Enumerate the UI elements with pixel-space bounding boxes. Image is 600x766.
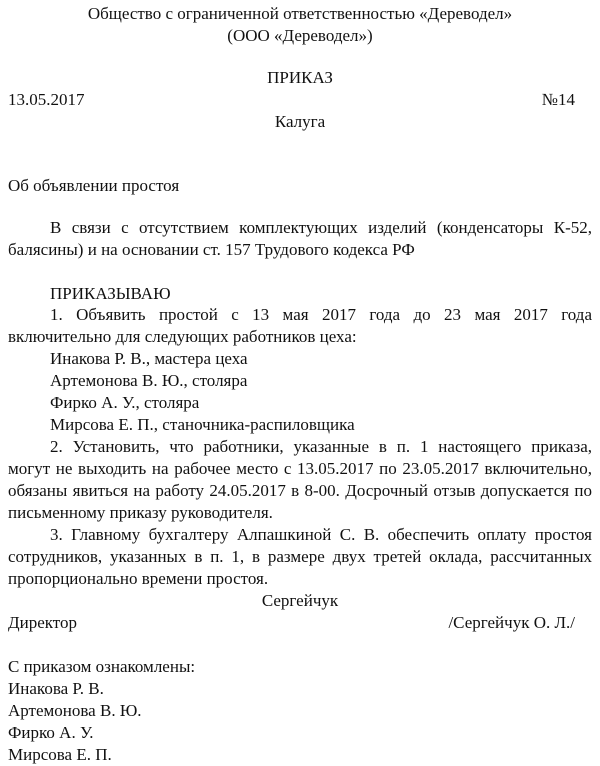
acknowledgement-name: Артемонова В. Ю.: [8, 701, 142, 720]
signatory-name: /Сергейчук О. Л./: [448, 613, 575, 632]
item-2-line-3: обязаны явиться на работу 24.05.2017 в 8-00. Досрочный отзыв допускается по: [8, 481, 592, 500]
worker-list-item: Артемонова В. Ю., столяра: [50, 371, 248, 390]
order-date: 13.05.2017: [8, 90, 85, 109]
item-2-line-4: письменному приказу руководителя.: [8, 503, 273, 522]
document-title: ПРИКАЗ: [267, 68, 333, 87]
organization-short-name: (ООО «Дереводел»): [227, 26, 373, 45]
worker-list-item: Фирко А. У., столяра: [50, 393, 200, 412]
item-2-line-1: 2. Установить, что работники, указанные в п. 1 настоящего приказа,: [50, 437, 592, 456]
worker-list-item: Мирсова Е. П., станочника-распиловщика: [50, 415, 355, 434]
item-3-line-1: 3. Главному бухгалтеру Алпашкиной С. В. обеспечить оплату простоя: [50, 525, 592, 544]
acknowledgement-name: Мирсова Е. П.: [8, 745, 112, 764]
order-city: Калуга: [274, 112, 326, 131]
order-number: №14: [541, 90, 575, 109]
decree-word: ПРИКАЗЫВАЮ: [50, 284, 171, 303]
worker-list-item: Инакова Р. В., мастера цеха: [50, 349, 248, 368]
item-1-line-1: 1. Объявить простой с 13 мая 2017 года до 23 мая 2017 года: [50, 305, 592, 324]
order-subject: Об объявлении простоя: [8, 176, 180, 195]
preamble-line-1: В связи с отсутствием комплектующих изделий (конденсаторы К-52,: [50, 218, 592, 237]
item-1-line-2: включительно для следующих работников цеха:: [8, 327, 357, 346]
item-3-line-3: пропорционально времени простоя.: [8, 569, 269, 588]
acknowledgement-name: Инакова Р. В.: [8, 679, 104, 698]
acknowledgement-heading: С приказом ознакомлены:: [8, 657, 196, 676]
preamble-line-2: балясины) и на основании ст. 157 Трудового кодекса РФ: [8, 240, 415, 259]
item-3-line-2: сотрудников, указанных в п. 1, в размере двух третей оклада, рассчитанных: [8, 547, 592, 566]
acknowledgement-name: Фирко А. У.: [8, 723, 94, 742]
item-2-line-2: могут не выходить на рабочее место с 13.05.2017 по 23.05.2017 включительно,: [8, 459, 592, 478]
signature-handwritten: Сергейчук: [261, 591, 339, 610]
signatory-position: Директор: [8, 613, 77, 632]
organization-full-name: Общество с ограниченной ответственностью «Дереводел»: [87, 4, 513, 23]
